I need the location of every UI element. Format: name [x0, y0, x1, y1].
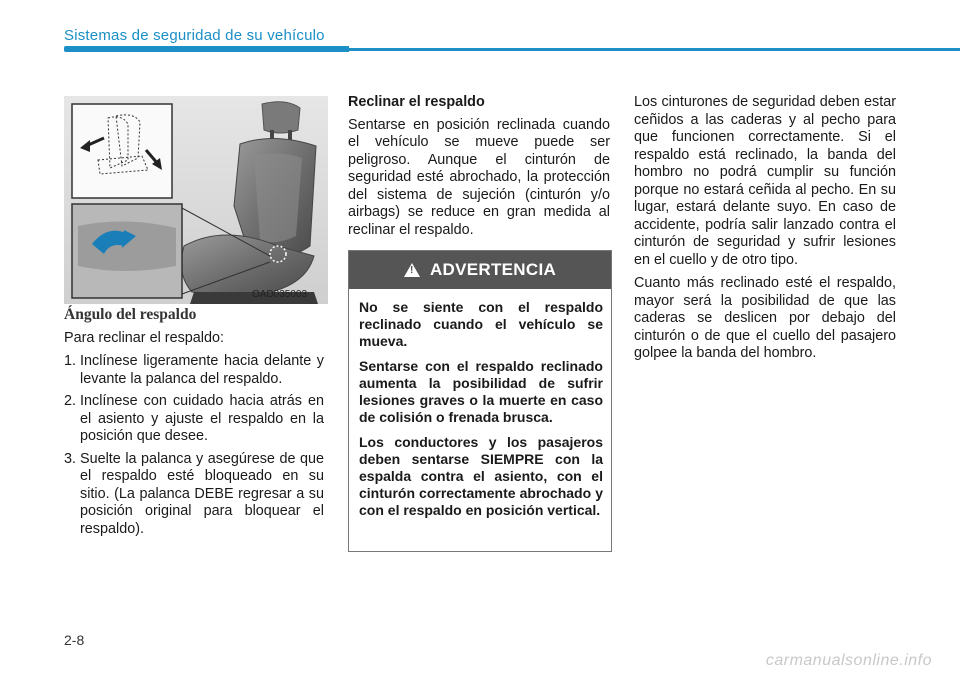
step-item: 1. Inclínese ligeramente hacia delante y levante la palanca del respaldo.	[64, 353, 324, 387]
warning-title: ADVERTENCIA	[429, 260, 557, 279]
warning-body	[349, 289, 611, 519]
step-item: 3. Suelte la palanca y asegúrese de que el respaldo esté bloqueado en su sitio. (La palanca DEBE regresar a su posición original para bloquear el respaldo).	[64, 450, 324, 537]
page-number: 2-8	[64, 632, 85, 648]
header-rule-accent	[64, 46, 349, 52]
warning-icon: !	[404, 263, 420, 277]
intro-text: Para reclinar el respaldo:	[64, 329, 224, 346]
warning-box	[348, 250, 612, 552]
right-paragraph: Los cinturones de seguridad deben estar ceñidos a las caderas y al pecho para que funcionen correctamente. Si el respaldo está reclinado, la banda del hombro no podrá cumplir su función porque no estará ceñida al pecho. En su lugar, estará delante suyo. En caso de accidente, podría salir lanzado contra el cinturón de seguridad y sufrir lesiones en el cuello y de otro tipo.	[634, 94, 896, 268]
right-column	[634, 94, 896, 369]
seat-illustration	[64, 96, 328, 304]
right-paragraph: Cuanto más reclinado esté el respaldo, mayor será la posibilidad de que las caderas se deslicen por debajo del cinturón o de que el cuello del pasajero golpee la banda del hombro.	[634, 275, 896, 361]
warning-paragraph: Sentarse con el respaldo reclinado aumenta la posibilidad de sufrir lesiones graves o la muerte en caso de colisión o frenada brusca.	[359, 358, 603, 425]
step-item: 2. Inclínese con cuidado hacia atrás en el asiento y ajuste el respaldo en la posición que desee.	[64, 393, 324, 444]
figure-code: OAD035003	[252, 289, 308, 300]
section-title: Sistemas de seguridad de su vehículo	[64, 27, 325, 44]
heading-recline: Reclinar el respaldo	[348, 94, 485, 110]
recline-paragraph: Sentarse en posición reclinada cuando el vehículo se mueve puede ser peligroso. Aunque el cinturón de seguridad esté abrochado, la protección del sistema de sujeción (cinturón y/o airbags) se reduce en gran medida al reclinar el respaldo.	[348, 116, 610, 238]
watermark: carmanualsonline.info	[765, 652, 932, 669]
heading-backrest-angle: Ángulo del respaldo	[64, 306, 197, 323]
seat-drawing	[64, 96, 328, 304]
middle-column	[348, 94, 610, 245]
warning-paragraph: No se siente con el respaldo reclinado cuando el vehículo se mueva.	[359, 299, 603, 349]
steps-list	[64, 353, 324, 538]
warning-header	[349, 251, 611, 289]
warning-paragraph: Los conductores y los pasajeros deben sentarse SIEMPRE con la espalda contra el asiento, con el cinturón correctamente abrochado y con el respaldo en posición vertical.	[359, 434, 603, 518]
left-column	[64, 306, 324, 543]
